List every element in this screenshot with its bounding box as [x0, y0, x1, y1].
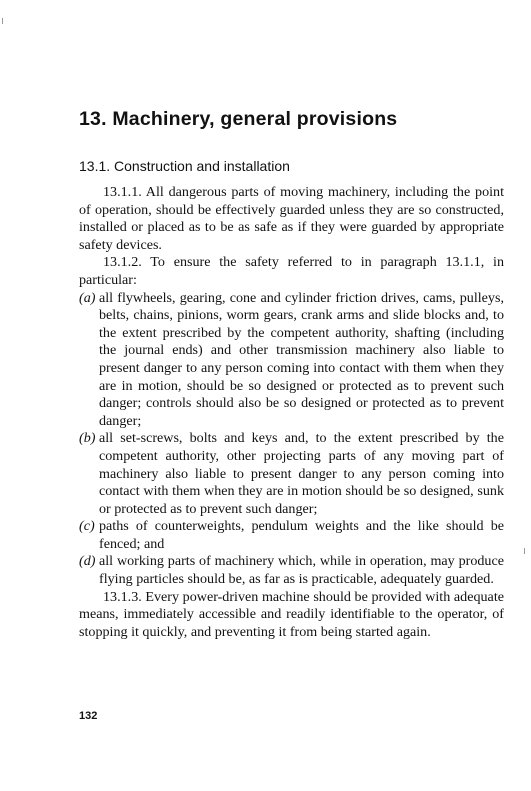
list-marker: (c) — [79, 518, 95, 535]
margin-mark — [524, 548, 525, 554]
list-item-text: all working parts of machinery which, while in operation, may produce flying particles should be, as far as is practicable, adequately guarded. — [99, 553, 504, 588]
paragraph-13-1-3: 13.1.3. Every power-driven machine should be provided with adequate means, immediately accessible and readily identifiable to the operator, of stopping it quickly, and preventing it from being started again. — [79, 588, 504, 640]
page-number: 132 — [79, 710, 98, 722]
list-marker: (b) — [79, 430, 96, 447]
list-item-text: all flywheels, gearing, cone and cylinder friction drives, cams, pulleys, belts, chains, pinions, worm gears, crank arms and slide blocks and, to the extent prescribed by the competent authority, shafting (including the journal ends) and other transmission machinery also liable to present danger to any person coming into contact with them when they are in motion, should be so designed or protected as to prevent such danger; controls should also be so designed or protected as to prevent danger; — [99, 289, 504, 429]
list-item-text: all set-screws, bolts and keys and, to the extent prescribed by the competent authority, other projecting parts of any moving part of machinery also liable to present danger to any person coming into contact with them when they are in motion should be so designed, sunk or protected as to prevent such danger; — [99, 430, 504, 517]
body-text — [79, 184, 504, 641]
list-marker: (d) — [79, 553, 96, 570]
list-item-b — [79, 430, 504, 518]
provision-list — [79, 290, 504, 589]
section-title: 13.1. Construction and installation — [79, 158, 290, 174]
list-marker: (a) — [79, 289, 96, 306]
list-item-text: paths of counterweights, pendulum weights and the like should be fenced; and — [99, 518, 504, 552]
list-item-d — [79, 553, 504, 588]
margin-mark — [2, 18, 3, 24]
chapter-title: 13. Machinery, general provisions — [79, 108, 398, 130]
paragraph-13-1-1: 13.1.1. All dangerous parts of moving machinery, including the point of operation, should be effectively guarded unless they are so constructed, installed or placed as to be as safe as if they were guarded by appropriate safety devices. — [79, 184, 504, 253]
list-item-a — [79, 290, 504, 431]
list-item-c — [79, 518, 504, 553]
paragraph-13-1-2: 13.1.2. To ensure the safety referred to in paragraph 13.1.1, in particular: — [79, 254, 504, 288]
